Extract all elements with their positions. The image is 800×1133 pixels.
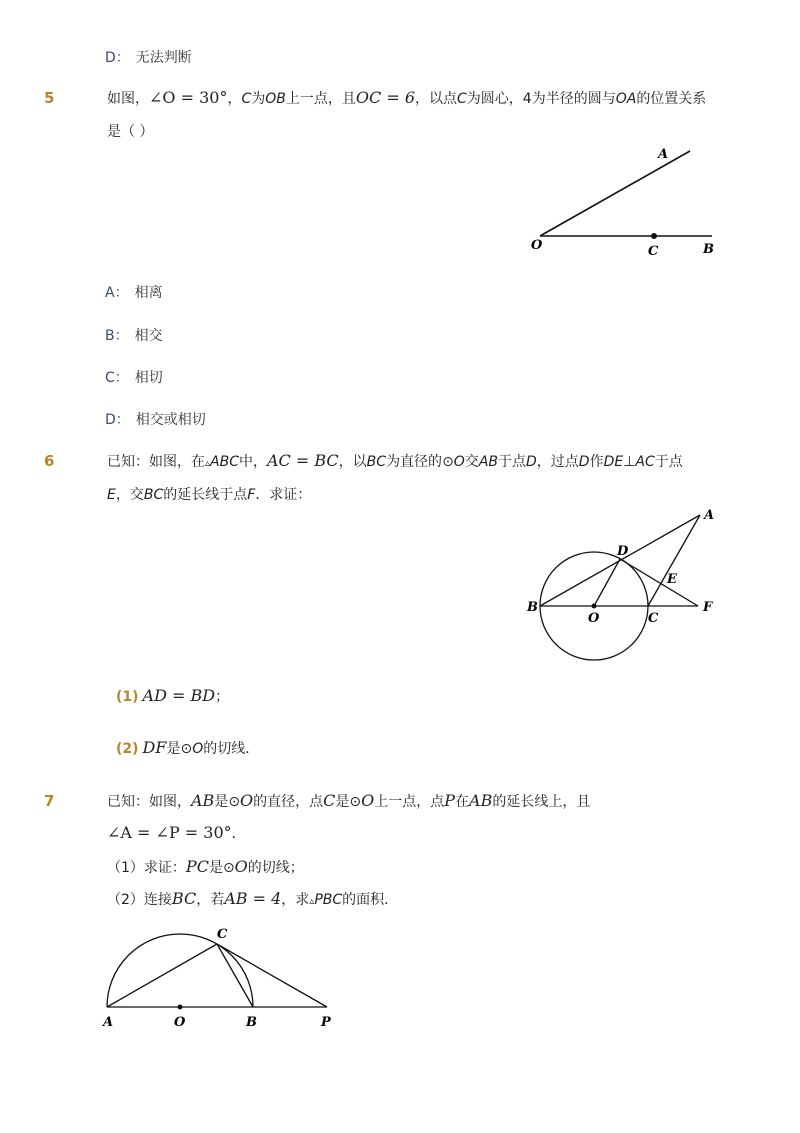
q5-stem-line1: 如图，∠O = 30°，C为OB上一点，且OC = 6，以点C为圆心，4为半径的圆与OA的位置关系 bbox=[107, 88, 707, 107]
q5-figure bbox=[520, 140, 730, 260]
label-p: P bbox=[321, 1015, 331, 1030]
label-b: B bbox=[527, 600, 538, 615]
q6-figure bbox=[520, 500, 725, 665]
q6-stem-line1: 已知：如图，在▵ABC中，AC = BC，以BC为直径的⊙O交AB于点D，过点D作DE⊥AC于点 bbox=[107, 451, 683, 470]
label-e: E bbox=[667, 572, 677, 587]
label-a: A bbox=[704, 508, 715, 523]
option-text: 无法判断 bbox=[135, 50, 192, 66]
label-o: O bbox=[531, 238, 543, 253]
label-c: C bbox=[217, 927, 228, 942]
line-cp bbox=[217, 944, 327, 1007]
q5-option-c[interactable]: C： 相切 bbox=[105, 370, 163, 386]
q6-part-1: (1) AD = BD； bbox=[116, 686, 230, 705]
q6-stem-line2: E，交BC的延长线于点F．求证： bbox=[107, 487, 312, 503]
q5-option-a[interactable]: A： 相离 bbox=[105, 285, 163, 301]
line-cb bbox=[217, 944, 253, 1007]
label-d: D bbox=[617, 544, 629, 559]
label-c: C bbox=[648, 611, 659, 626]
label-o: O bbox=[588, 611, 600, 626]
line-ac bbox=[648, 515, 700, 606]
q7-line3: （1）求证：PC是⊙O的切线； bbox=[107, 857, 304, 876]
q6-part-2: (2) DF是⊙O的切线． bbox=[116, 738, 260, 757]
q7-line4: （2）连接BC，若AB = 4，求▵PBC的面积． bbox=[107, 889, 399, 908]
line-df bbox=[620, 559, 698, 606]
label-a: A bbox=[103, 1015, 114, 1030]
question-number-5: 5 bbox=[44, 89, 55, 107]
q7-line1: 已知：如图，AB是⊙O的直径，点C是⊙O上一点，点P在AB的延长线上，且 bbox=[107, 791, 591, 810]
label-c: C bbox=[648, 244, 659, 259]
label-f: F bbox=[703, 600, 713, 615]
option-letter: D： bbox=[105, 50, 130, 66]
question-number-7: 7 bbox=[44, 792, 55, 810]
q4-option-d[interactable] bbox=[105, 47, 192, 67]
q7-line2: ∠A = ∠P = 30°． bbox=[107, 823, 246, 842]
line-od bbox=[594, 559, 620, 606]
q5-option-d[interactable]: D： 相交或相切 bbox=[105, 412, 206, 428]
q5-option-b[interactable]: B： 相交 bbox=[105, 328, 163, 344]
ray-oa bbox=[540, 151, 690, 236]
label-b: B bbox=[703, 242, 714, 257]
point-o bbox=[592, 604, 597, 609]
question-number-6: 6 bbox=[44, 452, 55, 470]
point-o bbox=[178, 1005, 183, 1010]
label-b: B bbox=[246, 1015, 257, 1030]
line-ac bbox=[107, 944, 217, 1007]
point-c bbox=[651, 233, 657, 239]
label-a: A bbox=[658, 147, 669, 162]
semicircle-o bbox=[107, 934, 253, 1007]
q5-stem-line2: 是（ ） bbox=[107, 124, 154, 140]
q7-figure bbox=[95, 920, 345, 1040]
label-o: O bbox=[174, 1015, 186, 1030]
